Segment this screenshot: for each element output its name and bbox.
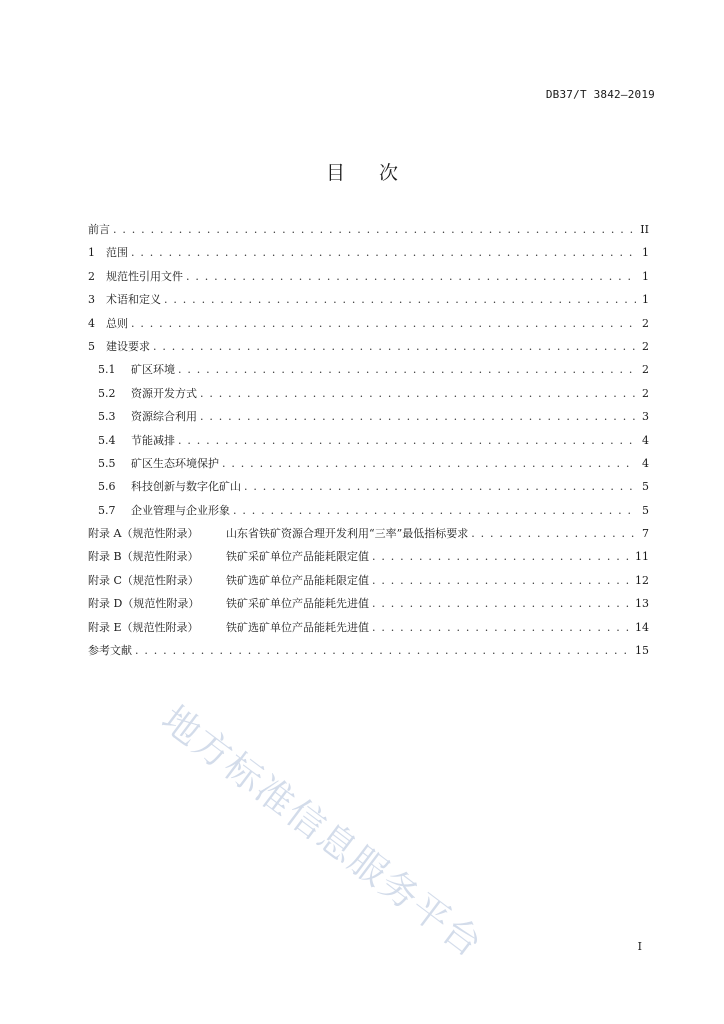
toc-leader	[372, 616, 632, 639]
toc-item-annex-a[interactable]	[88, 522, 649, 545]
toc-label: 山东省铁矿资源合理开发利用“三率”最低指标要求	[226, 527, 469, 541]
toc-leader	[222, 452, 636, 475]
toc-item-annex-d[interactable]	[88, 592, 649, 615]
toc-leader	[200, 405, 636, 428]
toc-label: 参考文献	[88, 644, 132, 658]
toc-label: 资源开发方式	[131, 386, 197, 400]
toc-leader	[178, 429, 636, 452]
toc-item-5-5[interactable]	[88, 452, 649, 475]
toc-item-5-2[interactable]	[88, 382, 649, 405]
toc-label: 科技创新与数字化矿山	[131, 480, 241, 494]
toc-label: 铁矿采矿单位产品能耗限定值	[226, 550, 369, 564]
toc-item-annex-e[interactable]	[88, 616, 649, 639]
toc-number: 附录 B（规范性附录）	[88, 550, 199, 564]
toc-leader	[164, 288, 636, 311]
toc-page: 12	[635, 573, 649, 587]
toc-label: 铁矿采矿单位产品能耗先进值	[226, 597, 369, 611]
toc-label: 建设要求	[106, 339, 150, 353]
toc-item-5-1[interactable]	[88, 358, 649, 381]
toc-item-annex-c[interactable]	[88, 569, 649, 592]
toc-label: 前言	[88, 223, 110, 236]
toc-label: 企业管理与企业形象	[131, 503, 230, 517]
toc-page: 4	[642, 433, 649, 447]
toc-number: 5.3	[98, 410, 116, 424]
toc-number: 附录 C（规范性附录）	[88, 573, 199, 587]
toc-label: 术语和定义	[106, 293, 161, 307]
table-of-contents	[88, 218, 649, 662]
toc-item-5-3[interactable]	[88, 405, 649, 428]
toc-label: 铁矿选矿单位产品能耗限定值	[226, 573, 369, 587]
toc-leader	[186, 265, 636, 288]
toc-page: 2	[642, 316, 649, 330]
toc-label: 矿区生态环境保护	[131, 456, 219, 470]
toc-item-foreword[interactable]	[88, 218, 649, 241]
toc-item-annex-b[interactable]	[88, 545, 649, 568]
toc-page: 2	[642, 339, 649, 353]
toc-page: 5	[642, 503, 649, 517]
toc-number: 1	[88, 246, 95, 260]
toc-page: 15	[635, 644, 649, 658]
toc-number: 5.5	[98, 456, 116, 470]
toc-leader	[372, 569, 632, 592]
toc-leader	[471, 522, 636, 545]
toc-leader	[131, 241, 636, 264]
toc-page: 2	[642, 386, 649, 400]
toc-page: 7	[642, 527, 649, 541]
toc-label: 矿区环境	[131, 363, 175, 377]
toc-number: 附录 E（规范性附录）	[88, 620, 199, 634]
toc-number: 5.6	[98, 480, 116, 494]
toc-page: II	[640, 223, 649, 236]
toc-page: 5	[642, 480, 649, 494]
toc-item-5-7[interactable]	[88, 499, 649, 522]
toc-number: 5.2	[98, 386, 116, 400]
toc-page: 3	[642, 410, 649, 424]
toc-page: 2	[642, 363, 649, 377]
toc-item-bibliography[interactable]	[88, 639, 649, 662]
toc-number: 3	[88, 293, 95, 307]
toc-page: 13	[635, 597, 649, 611]
toc-label: 规范性引用文件	[106, 269, 183, 283]
toc-leader	[372, 545, 632, 568]
toc-leader	[372, 592, 632, 615]
toc-item-5-4[interactable]	[88, 429, 649, 452]
toc-number: 5	[88, 339, 95, 353]
toc-item-general[interactable]	[88, 312, 649, 335]
page-number: I	[637, 940, 642, 953]
toc-page: 11	[635, 550, 649, 564]
toc-item-5-6[interactable]	[88, 475, 649, 498]
toc-leader	[153, 335, 636, 358]
toc-leader	[233, 499, 636, 522]
toc-item-normative-references[interactable]	[88, 265, 649, 288]
toc-leader	[131, 312, 636, 335]
toc-label: 资源综合利用	[131, 410, 197, 424]
toc-item-scope[interactable]	[88, 241, 649, 264]
toc-number: 4	[88, 316, 95, 330]
watermark: 地方标准信息服务平台	[153, 697, 492, 967]
toc-page: 4	[642, 456, 649, 470]
toc-leader	[244, 475, 636, 498]
toc-number: 附录 A（规范性附录）	[88, 527, 199, 541]
toc-label: 节能减排	[131, 433, 175, 447]
toc-leader	[178, 358, 636, 381]
toc-number: 5.7	[98, 503, 116, 517]
toc-leader	[200, 382, 636, 405]
toc-leader	[113, 218, 636, 241]
page-title: 目 次	[325, 162, 413, 184]
toc-page: 1	[642, 293, 649, 307]
toc-label: 总则	[106, 316, 128, 330]
toc-label: 范围	[106, 246, 128, 260]
toc-label: 铁矿选矿单位产品能耗先进值	[226, 620, 369, 634]
toc-page: 1	[642, 269, 649, 283]
document-code: DB37/T 3842—2019	[545, 88, 655, 101]
toc-item-requirements[interactable]	[88, 335, 649, 358]
toc-number: 附录 D（规范性附录）	[88, 597, 200, 611]
toc-number: 2	[88, 269, 95, 283]
toc-item-terms-definitions[interactable]	[88, 288, 649, 311]
toc-page: 14	[635, 620, 649, 634]
toc-leader	[135, 639, 632, 662]
toc-number: 5.1	[98, 363, 116, 377]
toc-number: 5.4	[98, 433, 116, 447]
toc-page: 1	[642, 246, 649, 260]
